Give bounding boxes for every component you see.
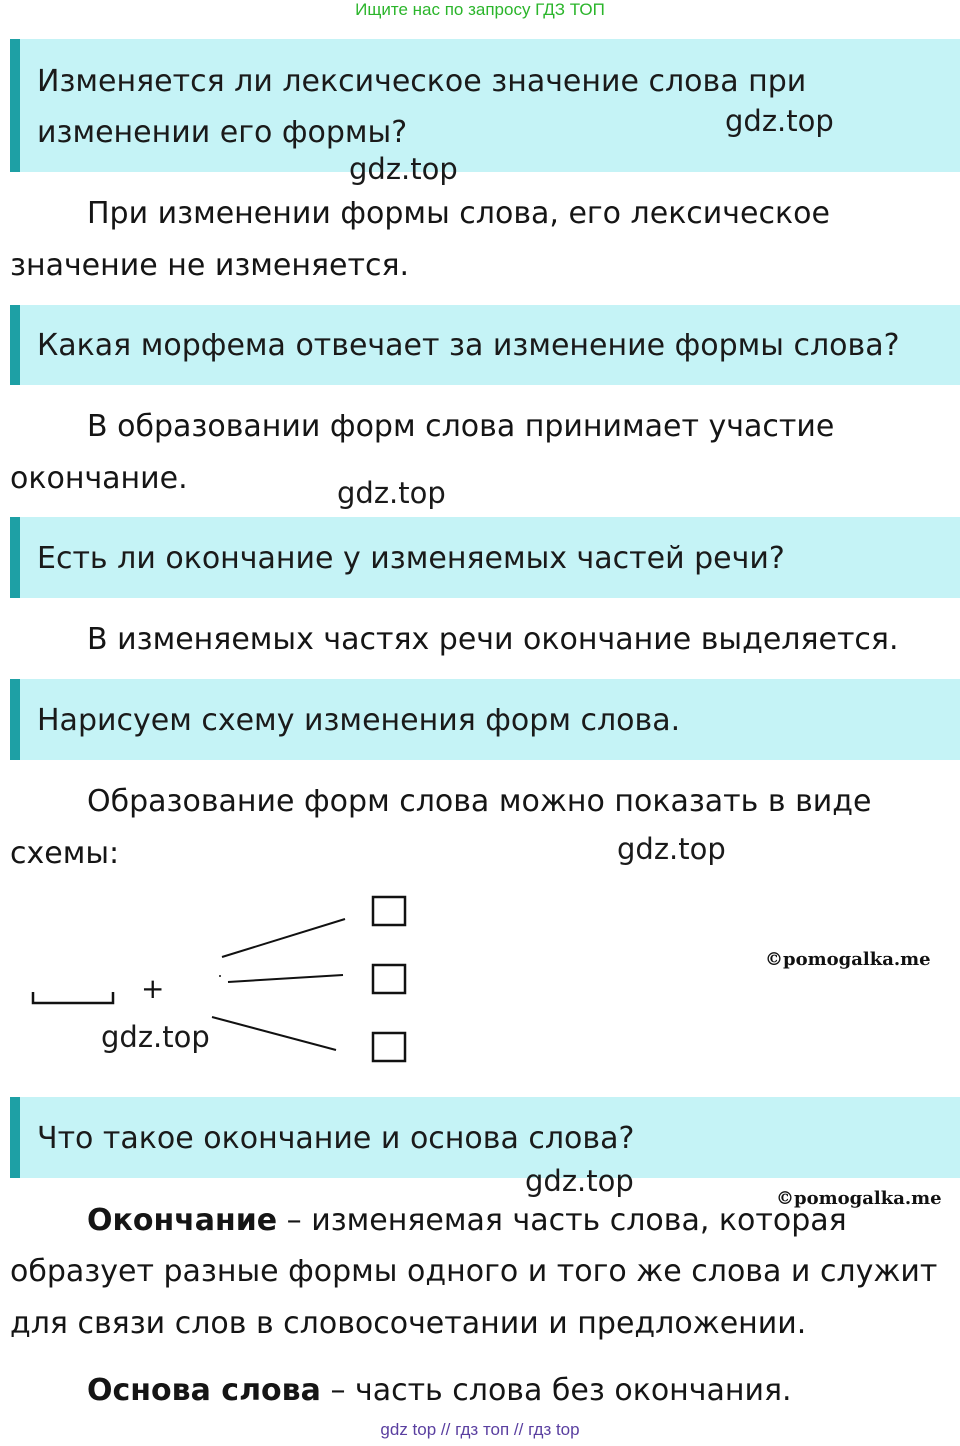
watermark-pomogalka: ©pomogalka.me — [765, 949, 931, 970]
ending-definition-line-2: образует разные формы одного и того же слова и служит — [10, 1254, 938, 1289]
scheme-plus-sign: + — [141, 972, 165, 1005]
question-3-text: Есть ли окончание у изменяемых частей речи? — [37, 541, 785, 576]
question-box-3 — [10, 517, 960, 598]
question-5-text: Что такое окончание и основа слова? — [37, 1121, 635, 1156]
answer-4-line-1: Образование форм слова можно показать в виде — [87, 784, 872, 819]
ending-box-3 — [373, 1033, 405, 1061]
watermark-gdz: gdz.top — [617, 832, 726, 866]
question-1-line-2: изменении его формы? — [37, 115, 408, 150]
ending-box-1 — [373, 897, 405, 925]
ending-box-2 — [373, 965, 405, 993]
connector-lines — [212, 919, 345, 1050]
search-hint: Ищите нас по запросу ГДЗ ТОП — [355, 0, 605, 19]
watermark-pomogalka: ©pomogalka.me — [776, 1188, 942, 1209]
question-2-text: Какая морфема отвечает за изменение формы слова? — [37, 328, 900, 363]
footer-links[interactable]: gdz top // гдз топ // гдз top — [380, 1420, 580, 1439]
stem-bracket-icon — [33, 992, 113, 1003]
watermark-gdz: gdz.top — [101, 1020, 210, 1054]
ending-definition-line-3: для связи слов в словосочетании и предложении. — [10, 1306, 807, 1341]
stem-definition — [10, 1365, 792, 1417]
answer-2-line-1: В образовании форм слова принимает участие — [87, 409, 835, 444]
watermark-gdz: gdz.top — [349, 152, 458, 186]
question-box-4 — [10, 679, 960, 760]
stem-term: Основа слова — [87, 1373, 321, 1408]
answer-2-line-2: окончание. — [10, 461, 188, 496]
ending-term: Окончание — [87, 1203, 278, 1238]
answer-1-line-2: значение не изменяется. — [10, 248, 410, 283]
answer-1-line-1: При изменении формы слова, его лексическое — [87, 196, 830, 231]
watermark-gdz: gdz.top — [725, 104, 834, 138]
ending-definition-line-1 — [10, 1195, 847, 1247]
answer-3: В изменяемых частях речи окончание выделяется. — [87, 622, 899, 657]
ending-definition: – изменяемая часть слова, которая — [277, 1203, 847, 1238]
answer-4-line-2: схемы: — [10, 836, 120, 871]
stem-definition-text: – часть слова без окончания. — [320, 1373, 792, 1408]
watermark-gdz: gdz.top — [337, 476, 446, 510]
question-box-5 — [10, 1097, 960, 1178]
question-4-text: Нарисуем схему изменения форм слова. — [37, 703, 681, 738]
question-1-line-1: Изменяется ли лексическое значение слова при — [37, 64, 807, 99]
watermark-gdz: gdz.top — [525, 1164, 634, 1198]
question-box-2 — [10, 305, 960, 385]
